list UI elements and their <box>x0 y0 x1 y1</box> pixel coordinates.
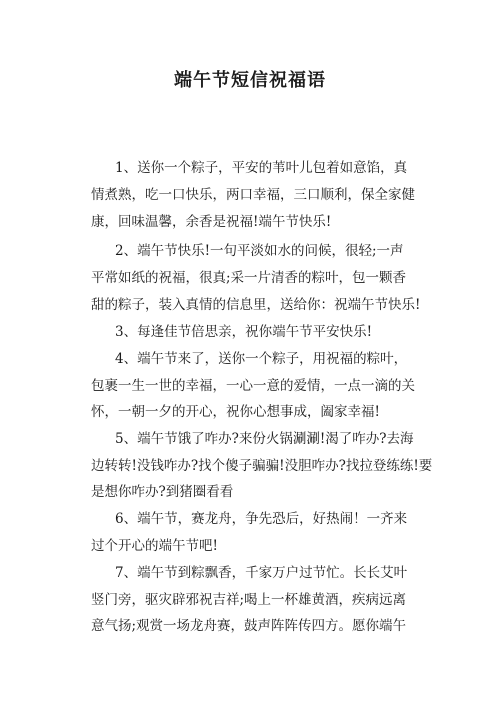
text-line: 竖门旁，驱灾辟邪祝吉祥;喝上一杯雄黄酒，疾病远离 <box>91 592 407 608</box>
text-line: 情煮熟，吃一口快乐，两口幸福，三口顺利，保全家健 <box>91 187 415 203</box>
text-line: 6、端午节，赛龙舟，争先恐后，好热闹！一齐来 <box>115 511 408 527</box>
text-line: 甜的粽子，装入真情的信息里，送给你：祝端午节快乐! <box>91 297 421 313</box>
text-line: 7、端午节到粽飘香，千家万户过节忙。长长艾叶 <box>115 565 408 581</box>
text-line: 怀，一朝一夕的开心，祝你心想事成，阖家幸福! <box>91 404 380 420</box>
text-line: 边转转!没钱咋办?找个傻子骗骗!没胆咋办?找拉登练练!要 <box>91 458 433 474</box>
text-line: 5、端午节饿了咋办?来份火锅涮涮!渴了咋办?去海 <box>115 431 414 447</box>
text-line: 康，回味温馨，余香是祝福!端午节快乐! <box>91 214 332 230</box>
text-line: 1、送你一个粽子，平安的苇叶儿包着如意馅，真 <box>115 160 408 176</box>
text-line: 3、每逢佳节倍思亲，祝你端午节平安快乐! <box>115 324 373 340</box>
text-line: 意气扬;观赏一场龙舟赛，鼓声阵阵传四方。愿你端午 <box>91 618 407 634</box>
text-line: 是想你咋办?到猪圈看看 <box>91 484 234 500</box>
text-line: 4、端午节来了，送你一个粽子，用祝福的粽叶， <box>115 351 408 367</box>
text-line: 2、端午节快乐!一句平淡如水的问候，很轻;一声 <box>115 243 404 259</box>
document-title: 端午节短信祝福语 <box>174 70 326 91</box>
text-line: 过个开心的端午节吧! <box>91 538 218 554</box>
text-line: 包裹一生一世的幸福，一心一意的爱情，一点一滴的关 <box>91 378 415 394</box>
text-line: 平常如纸的祝福，很真;采一片清香的粽叶，包一颗香 <box>91 270 407 286</box>
